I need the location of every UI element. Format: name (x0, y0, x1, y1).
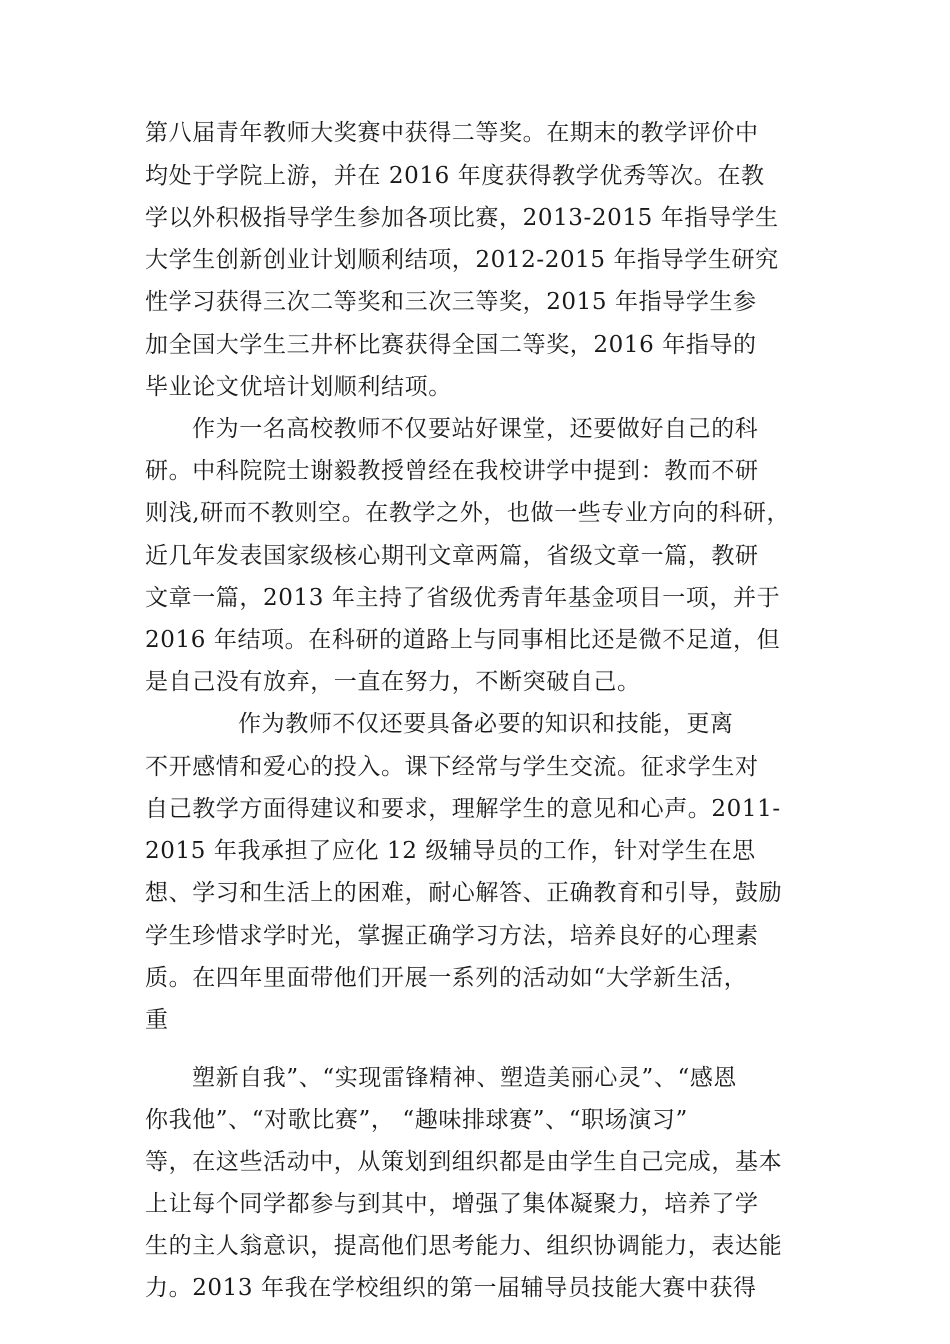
text-line: 重 (145, 1007, 169, 1033)
text-line: 你我他”、“对歌比赛”， “趣味排球赛”、“职场演习” (145, 1107, 688, 1133)
text-line: 学生珍惜求学时光，掌握正确学习方法，培养良好的心理素 (145, 923, 759, 949)
text-line: 塑新自我”、“实现雷锋精神、塑造美丽心灵”、“感恩 (192, 1065, 738, 1091)
text-line: 2015 年我承担了应化 12 级辅导员的工作，针对学生在思 (145, 838, 756, 864)
text-line: 不开感情和爱心的投入。课下经常与学生交流。征求学生对 (145, 754, 759, 780)
text-line: 文章一篇，2013 年主持了省级优秀青年基金项目一项，并于 (145, 585, 781, 611)
text-line: 力。2013 年我在学校组织的第一届辅导员技能大赛中获得 (145, 1275, 757, 1301)
text-line: 想、学习和生活上的困难，耐心解答、正确教育和引导，鼓励 (145, 880, 783, 906)
text-line: 学以外积极指导学生参加各项比赛，2013-2015 年指导学生 (145, 205, 779, 231)
text-line: 2016 年结项。在科研的道路上与同事相比还是微不足道，但 (145, 627, 781, 653)
text-line: 生的主人翁意识，提高他们思考能力、组织协调能力，表达能 (145, 1233, 783, 1259)
text-line: 加全国大学生三井杯比赛获得全国二等奖，2016 年指导的 (145, 332, 757, 358)
text-line: 是自己没有放弃，一直在努力，不断突破自己。 (145, 669, 641, 695)
text-line: 上让每个同学都参与到其中，增强了集体凝聚力，培养了学 (145, 1191, 759, 1217)
text-line: 大学生创新创业计划顺利结项，2012-2015 年指导学生研究 (145, 247, 779, 273)
text-line: 研。中科院院士谢毅教授曾经在我校讲学中提到：教而不研 (145, 458, 759, 484)
text-line: 均处于学院上游，并在 2016 年度获得教学优秀等次。在教 (145, 163, 765, 189)
text-line: 作为教师不仅还要具备必要的知识和技能，更离 (238, 711, 734, 737)
text-line: 毕业论文优培计划顺利结项。 (145, 374, 452, 400)
text-line: 作为一名高校教师不仅要站好课堂，还要做好自己的科 (192, 416, 759, 442)
text-line: 自己教学方面得建议和要求，理解学生的意见和心声。2011- (145, 796, 781, 822)
text-line: 性学习获得三次二等奖和三次三等奖，2015 年指导学生参 (145, 289, 757, 315)
text-line: 质。在四年里面带他们开展一系列的活动如“大学新生活， (145, 965, 748, 991)
text-line: 则浅,研而不教则空。在教学之外，也做一些专业方向的科研， (145, 500, 791, 526)
text-line: 近几年发表国家级核心期刊文章两篇，省级文章一篇，教研 (145, 543, 759, 569)
text-line: 第八届青年教师大奖赛中获得二等奖。在期末的教学评价中 (145, 120, 759, 146)
text-line: 等，在这些活动中，从策划到组织都是由学生自己完成，基本 (145, 1149, 783, 1175)
